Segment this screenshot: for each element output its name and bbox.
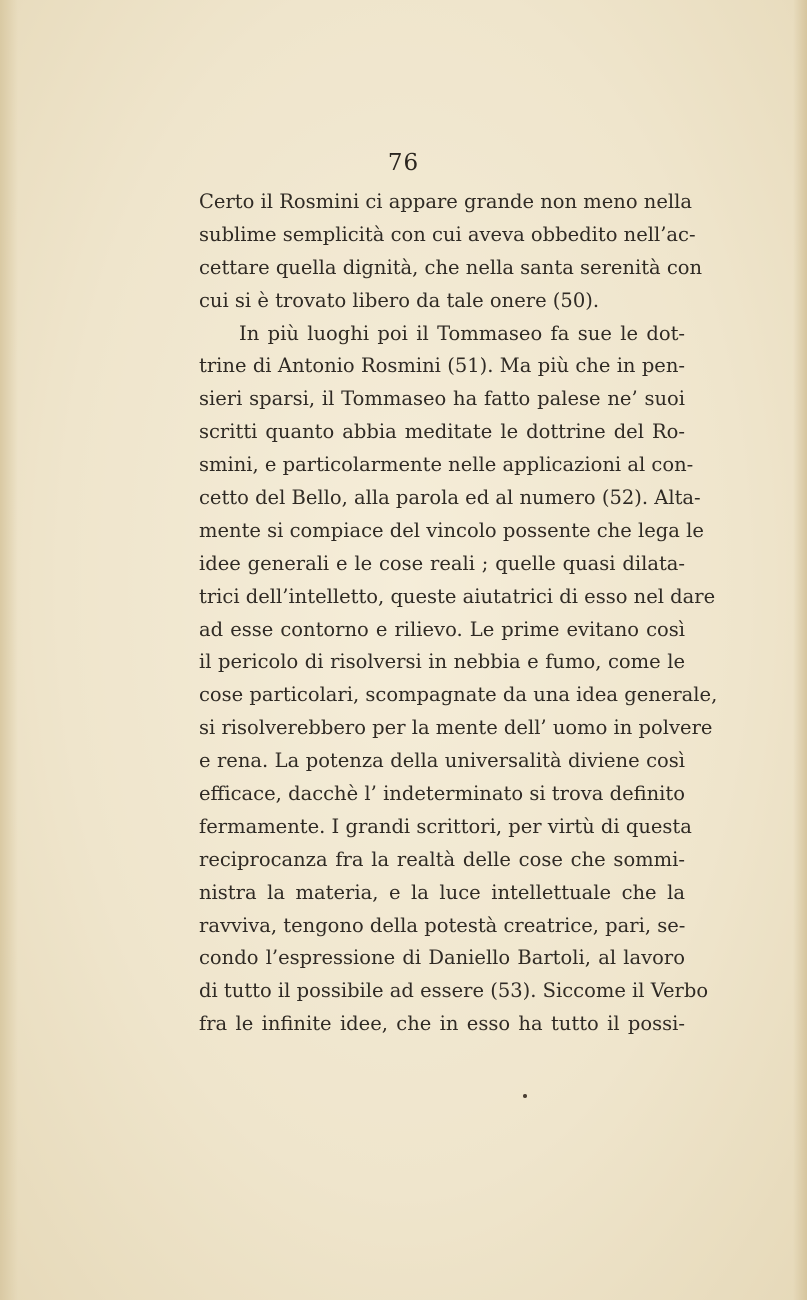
text-line: In più luoghi poi il Tommaseo fa sue le dot- (239, 321, 685, 345)
text-line: efficace, dacchè l’ indeterminato si trova definito (199, 782, 685, 806)
text-line: fermamente. I grandi scrittori, per virtù di questa (199, 814, 692, 838)
body-text (199, 186, 718, 1041)
page-right-edge-shadow (793, 0, 807, 1300)
text-line: si risolverebbero per la mente dell’ uomo in polvere (199, 716, 713, 740)
text-line: e rena. La potenza della universalità diviene così (199, 749, 685, 773)
text-line: Certo il Rosmini ci appare grande non meno nella (199, 190, 693, 213)
text-line: di tutto il possibile ad essere (53). Siccome il Verbo (199, 979, 709, 1003)
text-line: scritti quanto abbia meditate le dottrine del Ro- (199, 420, 685, 444)
text-line: trine di Antonio Rosmini (51). Ma più che in pen- (199, 354, 685, 378)
text-line: cose particolari, scompagnate da una idea generale, (199, 683, 718, 707)
text-line: sublime semplicità con cui aveva obbedito nell’ac- (199, 222, 696, 246)
text-line: nistra la materia, e la luce intellettuale che la (199, 880, 685, 904)
text-line: sieri sparsi, il Tommaseo ha fatto palese ne’ suoi (199, 387, 685, 411)
text-line: reciprocanza fra la realtà delle cose che sommi- (199, 847, 685, 871)
text-line: condo l’espressione di Daniello Bartoli, al lavoro (199, 946, 685, 970)
page-number: 76 (387, 150, 420, 176)
text-line: smini, e particolarmente nelle applicazioni al con- (199, 453, 694, 477)
text-line: cettare quella dignità, che nella santa serenità con (199, 255, 703, 279)
text-line: idee generali e le cose reali ; quelle quasi dilata- (199, 551, 685, 575)
text-line: fra le infinite idee, che in esso ha tutto il possi- (199, 1012, 685, 1036)
text-line: trici dell’intelletto, queste aiutatrici di esso nel dare (199, 584, 716, 608)
text-line: mente si compiace del vincolo possente che lega le (199, 518, 704, 542)
text-line: ravviva, tengono della potestà creatrice, pari, se- (199, 913, 686, 937)
text-line: il pericolo di risolversi in nebbia e fumo, come le (199, 650, 685, 674)
ink-speck (523, 1094, 527, 1098)
text-line: cui si è trovato libero da tale onere (50). (199, 288, 600, 312)
text-line: cetto del Bello, alla parola ed al numero (52). Alta- (199, 486, 701, 510)
text-line: ad esse contorno e rilievo. Le prime evitano così (199, 617, 685, 641)
page-left-edge-shadow (0, 0, 18, 1300)
